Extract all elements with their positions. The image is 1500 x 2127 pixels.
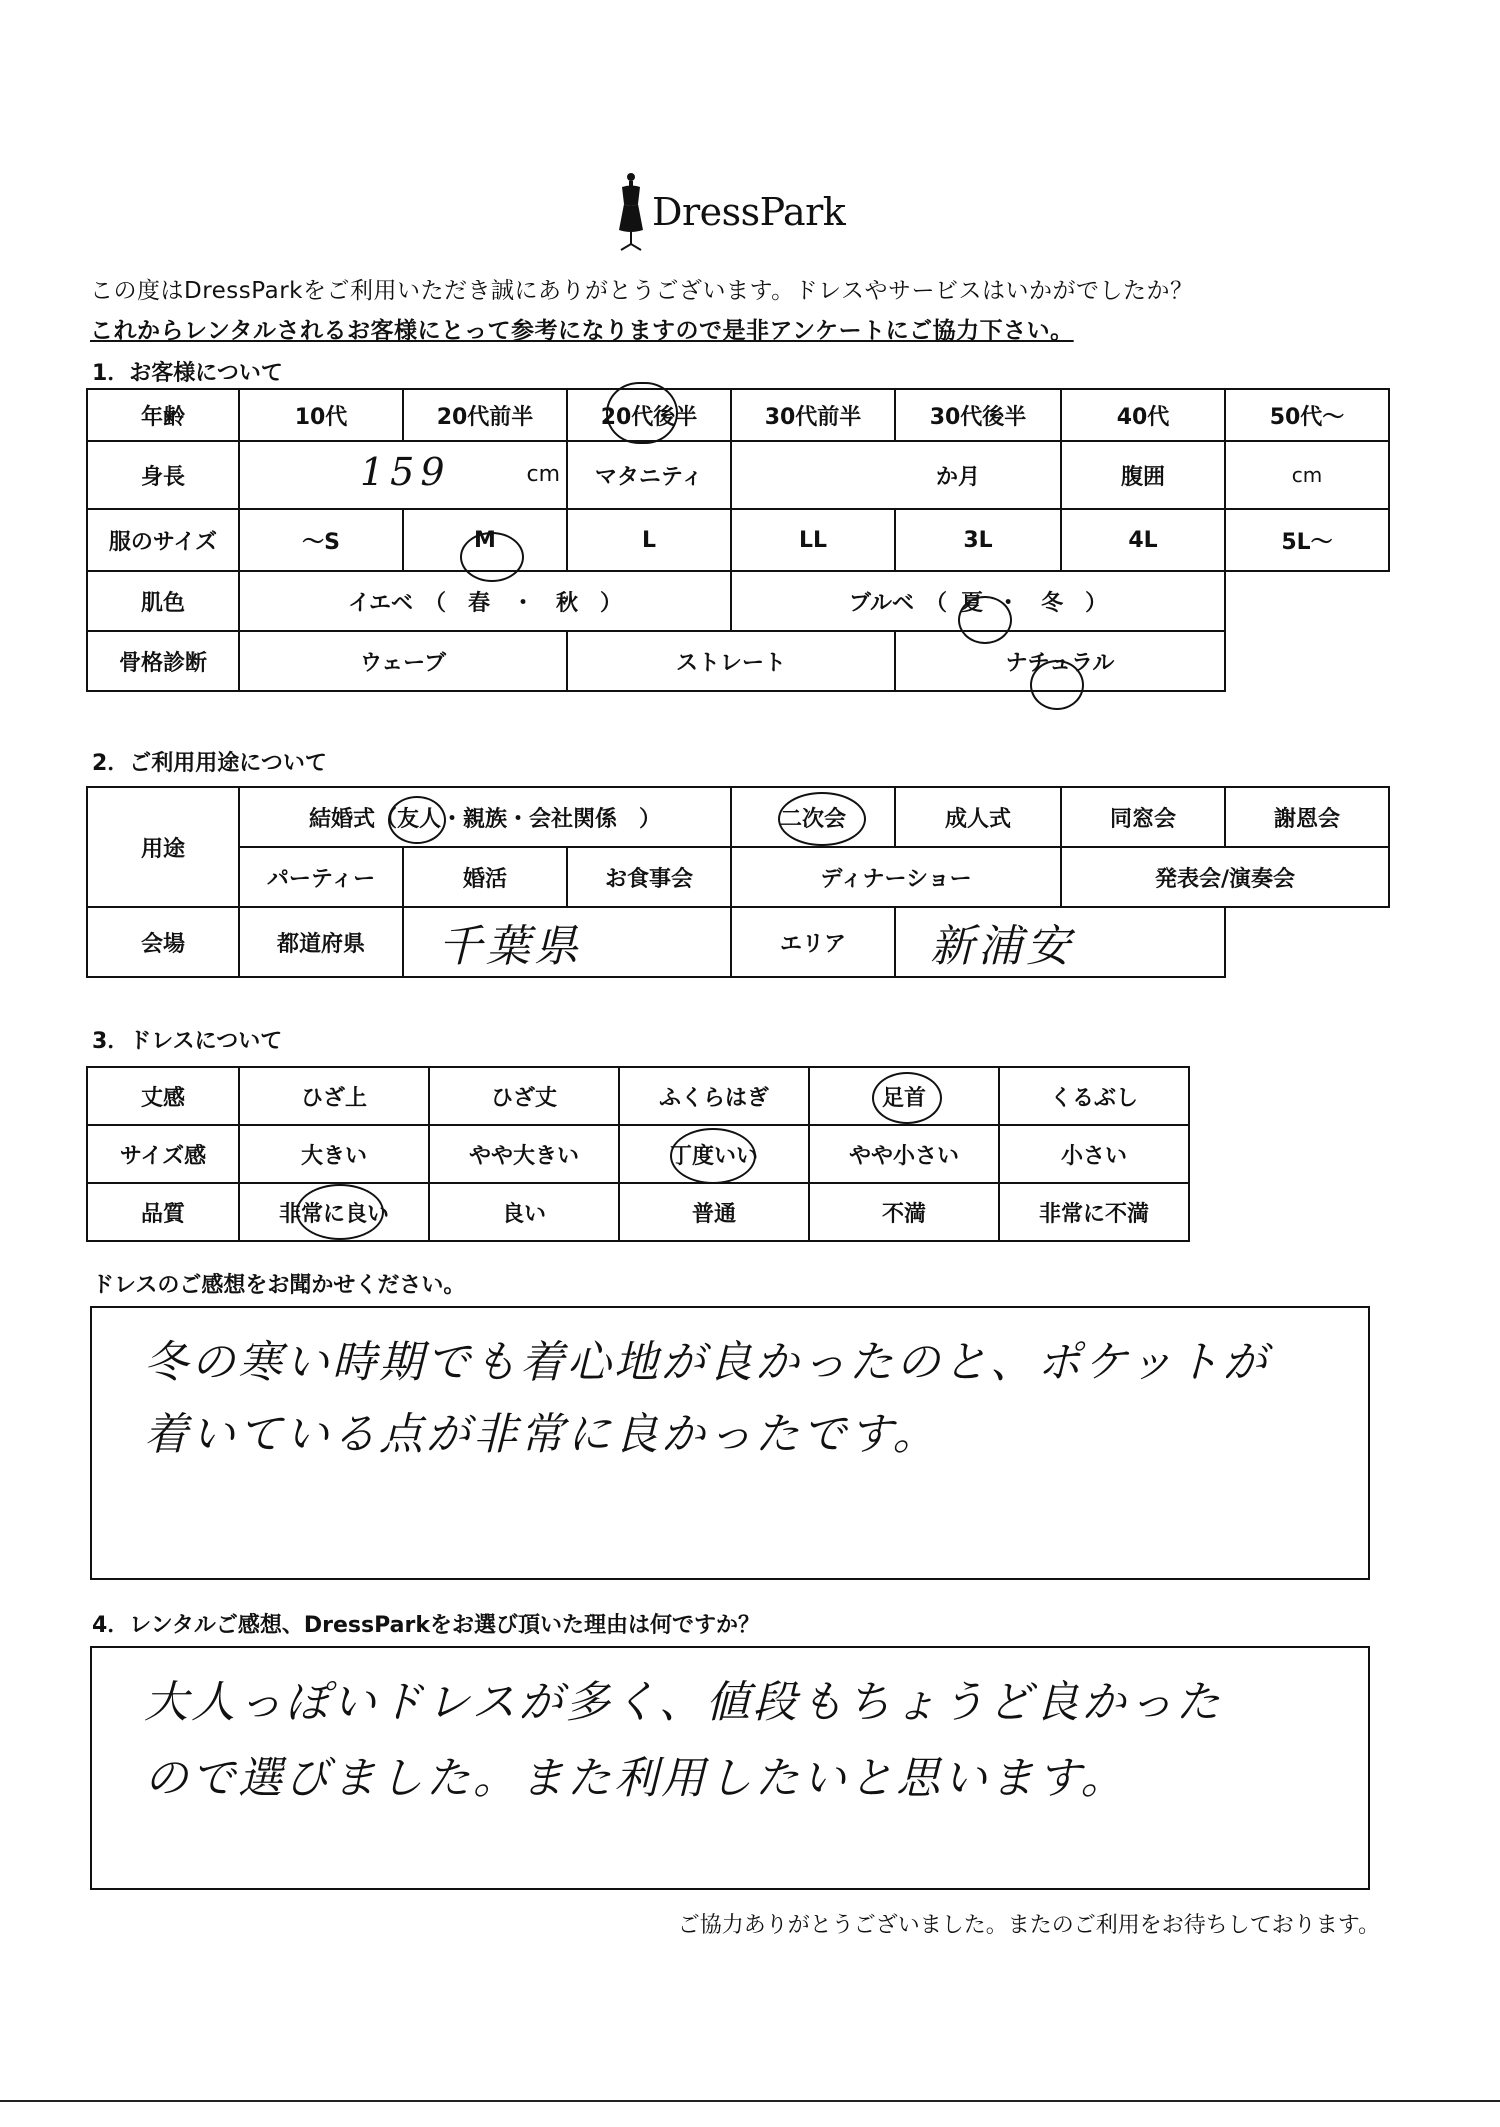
usage-option-selected[interactable]: 二次会 [731, 787, 895, 847]
skin-yellow-option[interactable]: イエベ （ 春 ・ 秋 ） [239, 571, 731, 631]
section-2-title: 2．ご利用用途について [92, 751, 327, 776]
dress-table [86, 1066, 1190, 1242]
pref-label: 都道府県 [239, 907, 403, 977]
quality-row [87, 1183, 1189, 1241]
impression-title: ドレスのご感想をお聞かせください。 [92, 1273, 466, 1298]
skin-label: 肌色 [87, 571, 239, 631]
frame-empty [1225, 631, 1389, 691]
usage-option[interactable]: パーティー [239, 847, 403, 907]
pref-field[interactable] [403, 907, 731, 977]
usage-wedding-prefix: 結婚式（ [308, 806, 397, 832]
length-option[interactable]: ふくらはぎ [619, 1067, 809, 1125]
fit-row [87, 1125, 1189, 1183]
height-unit: cm [526, 462, 560, 487]
section-3-title: 3．ドレスについて [92, 1029, 283, 1054]
size-label: 服のサイズ [87, 509, 239, 571]
age-option[interactable]: 30代前半 [731, 389, 895, 441]
skin-blue-prefix: ブルベ （ [848, 590, 948, 616]
fit-option[interactable]: やや大きい [429, 1125, 619, 1183]
venue-empty [1225, 907, 1389, 977]
size-option[interactable]: ～S [239, 509, 403, 571]
length-label: 丈感 [87, 1067, 239, 1125]
maternity-label: マタニティ [567, 441, 731, 509]
pref-value: 千葉県 [438, 921, 582, 972]
size-row [87, 509, 1389, 571]
maternity-field[interactable]: か月 [731, 441, 1061, 509]
age-option[interactable]: 10代 [239, 389, 403, 441]
age-option[interactable]: 50代～ [1225, 389, 1389, 441]
scan-edge-line [0, 2100, 1500, 2102]
quality-option[interactable]: 不満 [809, 1183, 999, 1241]
reason-line-2: ので選びました。また利用したいと思います。 [144, 1753, 1128, 1804]
intro-line-1: この度はDressParkをご利用いただき誠にありがとうございます。ドレスやサービスはいかがでしたか？ [90, 278, 1194, 304]
size-option[interactable]: 4L [1061, 509, 1225, 571]
quality-option[interactable]: 非常に不満 [999, 1183, 1189, 1241]
size-option[interactable]: 3L [895, 509, 1061, 571]
venue-label: 会場 [87, 907, 239, 977]
skin-row [87, 571, 1389, 631]
usage-table [86, 786, 1390, 978]
height-row [87, 441, 1389, 509]
selection-mark-skin [958, 596, 1012, 644]
quality-option-selected[interactable]: 非常に良い [239, 1183, 429, 1241]
size-option[interactable]: L [567, 509, 731, 571]
dresspark-logo [608, 168, 908, 258]
impression-line-2: 着いている点が非常に良かったです。 [144, 1409, 940, 1460]
usage-option[interactable]: お食事会 [567, 847, 731, 907]
frame-option[interactable]: ウェーブ [239, 631, 567, 691]
length-option[interactable]: ひざ上 [239, 1067, 429, 1125]
height-value: 159 [360, 450, 451, 494]
length-option[interactable]: ひざ丈 [429, 1067, 619, 1125]
area-value: 新浦安 [930, 921, 1074, 972]
skin-blue-summer: 夏 [961, 590, 984, 616]
usage-option[interactable]: ディナーショー [731, 847, 1061, 907]
length-option[interactable]: くるぶし [999, 1067, 1189, 1125]
quality-option[interactable]: 普通 [619, 1183, 809, 1241]
usage-option[interactable]: 発表会/演奏会 [1061, 847, 1389, 907]
selection-mark-size [460, 532, 524, 582]
customer-table [86, 388, 1390, 692]
quality-option[interactable]: 良い [429, 1183, 619, 1241]
fit-option[interactable]: やや小さい [809, 1125, 999, 1183]
venue-row [87, 907, 1389, 977]
size-option[interactable]: LL [731, 509, 895, 571]
usage-row-2 [87, 847, 1389, 907]
footer-thanks: ご協力ありがとうございました。またのご利用をお待ちしております。 [677, 1913, 1380, 1938]
selection-mark-length [872, 1072, 942, 1124]
reason-box[interactable] [90, 1646, 1370, 1890]
selection-mark-second-party [778, 792, 866, 846]
waist-label: 腹囲 [1061, 441, 1225, 509]
usage-option[interactable]: 同窓会 [1061, 787, 1225, 847]
frame-label: 骨格診断 [87, 631, 239, 691]
age-row [87, 389, 1389, 441]
size-option-selected[interactable]: M [403, 509, 567, 571]
fit-label: サイズ感 [87, 1125, 239, 1183]
age-label: 年齢 [87, 389, 239, 441]
fit-option-selected[interactable]: 丁度いい [619, 1125, 809, 1183]
usage-option[interactable]: 成人式 [895, 787, 1061, 847]
quality-label: 品質 [87, 1183, 239, 1241]
height-label: 身長 [87, 441, 239, 509]
usage-option[interactable]: 謝恩会 [1225, 787, 1389, 847]
length-row [87, 1067, 1189, 1125]
frame-option[interactable]: ストレート [567, 631, 895, 691]
selection-mark-frame [1030, 660, 1084, 710]
selection-mark-quality [296, 1184, 384, 1240]
dress-form-icon [616, 172, 646, 252]
fit-option[interactable]: 大きい [239, 1125, 429, 1183]
skin-blue-suffix: ・ 冬 ） [997, 590, 1108, 616]
reason-line-1: 大人っぽいドレスが多く、値段もちょうど良かった [144, 1677, 1223, 1728]
logo-text: DressPark [652, 190, 846, 234]
frame-row [87, 631, 1389, 691]
area-field[interactable] [895, 907, 1225, 977]
length-option-selected[interactable]: 足首 [809, 1067, 999, 1125]
usage-row-1 [87, 787, 1389, 847]
selection-mark-age [606, 382, 678, 444]
frame-option-selected[interactable]: ナチュラル [895, 631, 1225, 691]
usage-label: 用途 [87, 787, 239, 907]
intro-line-2: これからレンタルされるお客様にとって参考になりますので是非アンケートにご協力下さい。 [90, 318, 1074, 344]
age-option[interactable]: 30代後半 [895, 389, 1061, 441]
height-field[interactable] [239, 441, 567, 509]
age-option[interactable]: 40代 [1061, 389, 1225, 441]
area-label: エリア [731, 907, 895, 977]
selection-mark-fit [670, 1128, 756, 1184]
section-4-title: 4．レンタルご感想、DressParkをお選び頂いた理由は何ですか？ [92, 1613, 760, 1638]
usage-wedding[interactable] [239, 787, 731, 847]
usage-option[interactable]: 婚活 [403, 847, 567, 907]
fit-option[interactable]: 小さい [999, 1125, 1189, 1183]
section-1-title: 1．お客様について [92, 361, 283, 386]
selection-mark-friend [388, 796, 446, 844]
impression-box[interactable] [90, 1306, 1370, 1580]
age-option[interactable]: 20代前半 [403, 389, 567, 441]
skin-empty [1225, 571, 1389, 631]
age-option-selected[interactable]: 20代後半 [567, 389, 731, 441]
usage-wedding-rest: ・親族・会社関係 ） [441, 806, 662, 832]
usage-wedding-friend: 友人 [396, 806, 441, 832]
impression-line-1: 冬の寒い時期でも着心地が良かったのと、ポケットが [144, 1337, 1270, 1388]
size-option[interactable]: 5L～ [1225, 509, 1389, 571]
waist-field[interactable]: cm [1225, 441, 1389, 509]
